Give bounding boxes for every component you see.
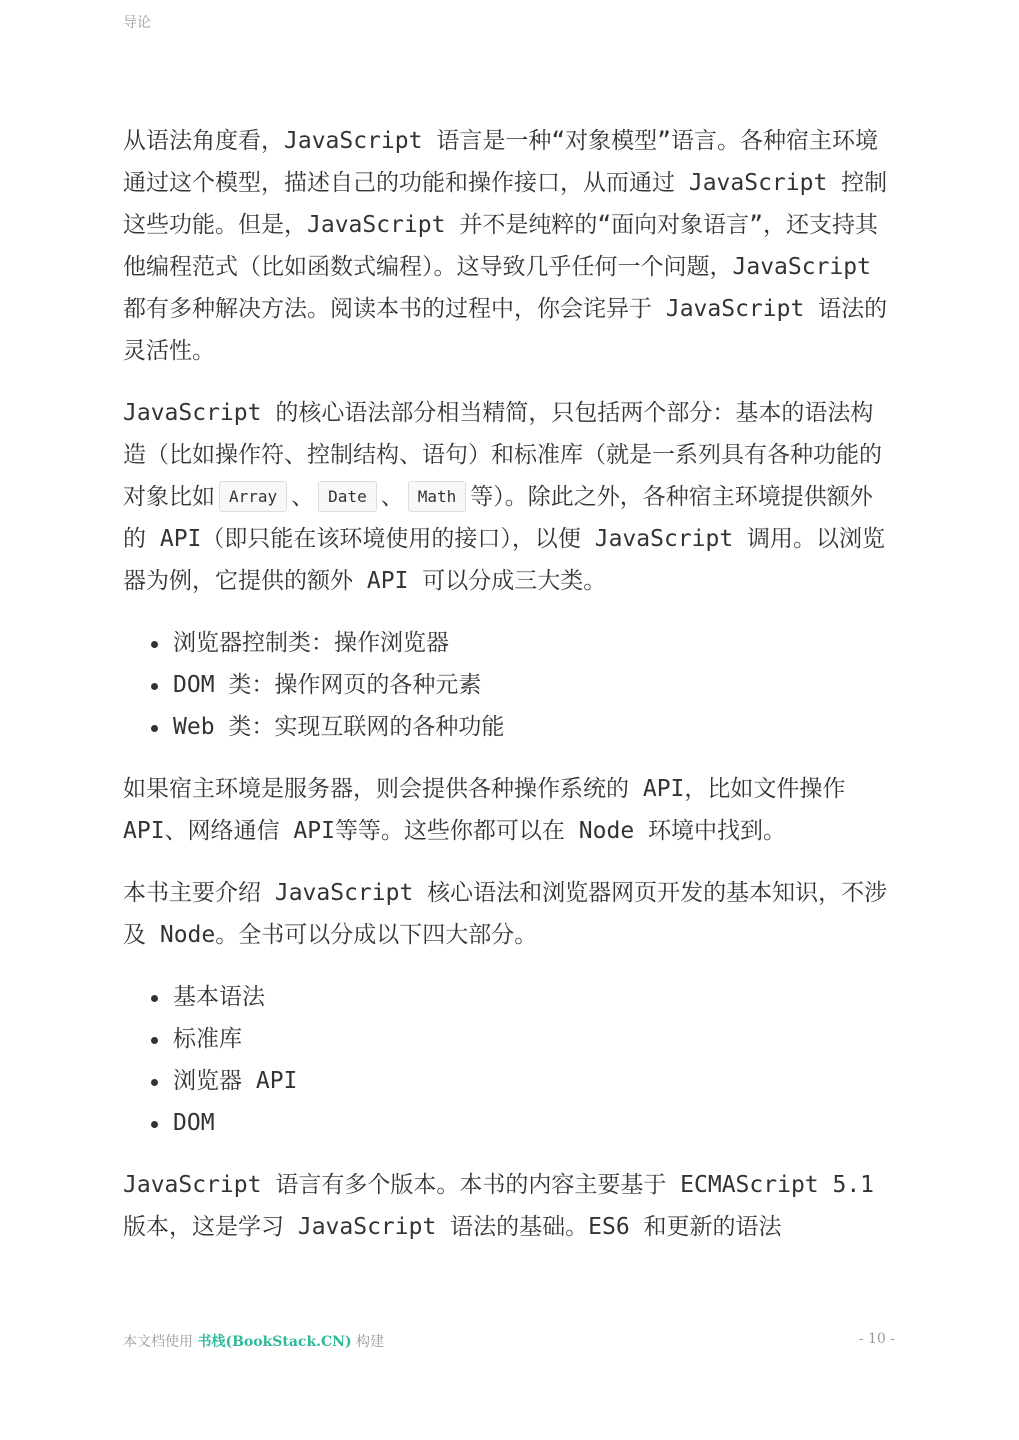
separator: 、 [291,484,315,510]
footer-credit [123,1331,384,1351]
list-item: 浏览器控制类：操作浏览器 [173,622,895,664]
separator: 、 [380,484,404,510]
inline-code-array: Array [219,481,287,512]
running-header: 导论 [123,15,151,31]
api-category-list [123,622,895,748]
footer-prefix: 本文档使用 [123,1334,198,1350]
page-number: - 10 - [858,1331,895,1347]
paragraph-object-model: 从语法角度看，JavaScript 语言是一种“对象模型”语言。各种宿主环境通过这个模型，描述自己的功能和操作接口，从而通过 JavaScript 控制这些功能。但是，JavaScript 并不是纯粹的“面向对象语言”，还支持其他编程范式（比如函数式编程）。这导致几乎任何一个问题，JavaScript 都有多种解决方法。阅读本书的过程中，你会诧异于 JavaScript 语法的灵活性。 [123,128,888,364]
bookstack-link[interactable]: 书栈(BookStack.CN) [197,1334,352,1350]
list-item: DOM 类：操作网页的各种元素 [173,664,895,706]
list-item: Web 类：实现互联网的各种功能 [173,706,895,748]
paragraph-text: JavaScript 的核心语法部分相当精简，只包括两个部分：基本的语法构造（比如操作符、控制结构、语句）和标准库（就是一系列具有各种功能的对象比如 [123,400,882,510]
document-body [123,120,895,1268]
paragraph-book-scope: 本书主要介绍 JavaScript 核心语法和浏览器网页开发的基本知识，不涉及 Node。全书可以分成以下四大部分。 [123,880,888,948]
list-item: 基本语法 [173,976,895,1018]
paragraph-server-api: 如果宿主环境是服务器，则会提供各种操作系统的 API，比如文件操作 API、网络通信 API等等。这些你都可以在 Node 环境中找到。 [123,776,846,844]
footer-suffix: 构建 [351,1334,385,1350]
list-item: 浏览器 API [173,1060,895,1102]
list-item: 标准库 [173,1018,895,1060]
paragraph-text: 等）。除此之外，各种宿主环境提供额外的 API（即只能在该环境使用的接口），以便 JavaScript 调用。以浏览器为例，它提供的额外 API 可以分成三大类。 [123,484,886,594]
inline-code-math: Math [408,481,467,512]
book-parts-list [123,976,895,1144]
paragraph-versions: JavaScript 语言有多个版本。本书的内容主要基于 ECMAScript 5.1 版本，这是学习 JavaScript 语法的基础。ES6 和更新的语法 [123,1172,875,1240]
list-item: DOM [173,1102,895,1144]
paragraph-core-syntax [123,392,895,602]
inline-code-date: Date [318,481,377,512]
